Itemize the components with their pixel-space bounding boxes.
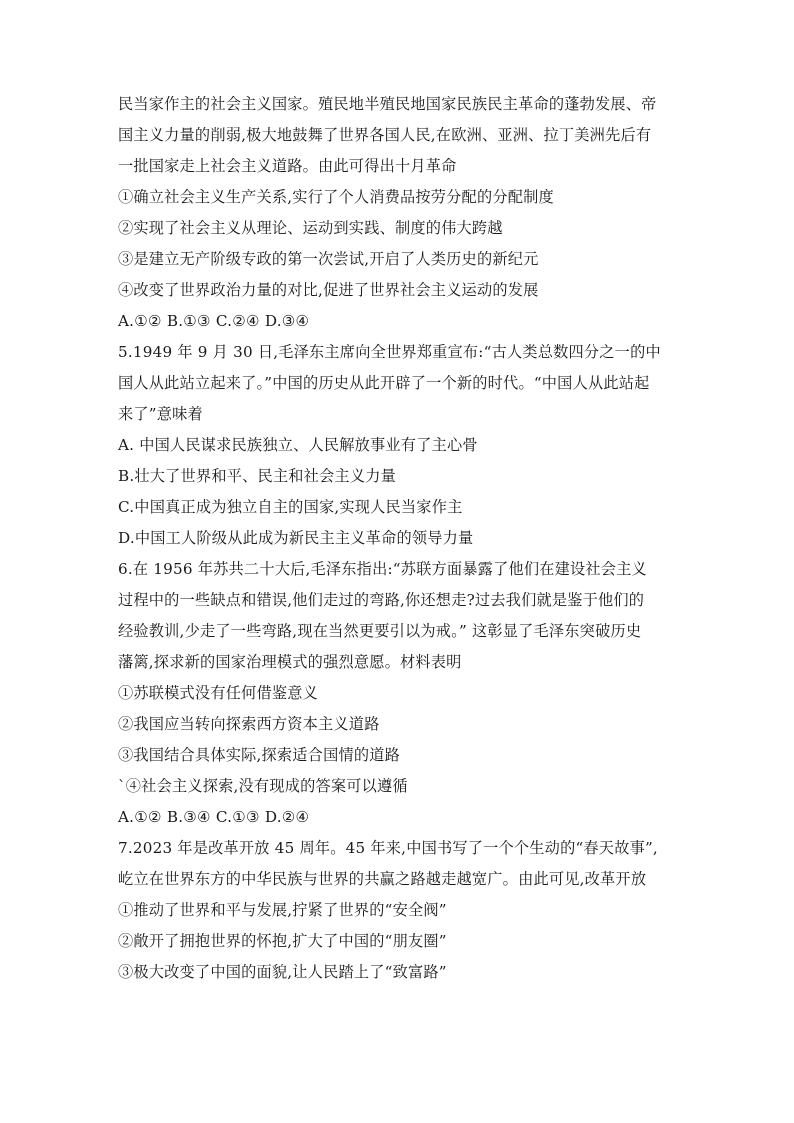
option-line: ③极大改变了中国的面貌,让人民踏上了“致富路” [118,963,447,981]
text-line: 来了”意味着 [118,405,203,423]
option-line: `④社会主义探索,没有现成的答案可以遵循 [118,777,408,795]
text-line: 屹立在世界东方的中华民族与世界的共赢之路越走越宽广。由此可见,改革开放 [118,870,647,888]
option-line: ②实现了社会主义从理论、运动到实践、制度的伟大跨越 [118,219,503,237]
option-line: ④改变了世界政治力量的对比,促进了世界社会主义运动的发展 [118,281,539,299]
option-line: ①确立社会主义生产关系,实行了个人消费品按劳分配的分配制度 [118,188,554,206]
option-line: A. 中国人民谋求民族独立、人民解放事业有了主心骨 [118,436,478,454]
option-line: D.中国工人阶级从此成为新民主主义革命的领导力量 [118,529,474,547]
answer-choices: A.①② B.③④ C.①③ D.②④ [118,808,310,826]
question-7: 7.2023 年是改革开放 45 周年。45 年来,中国书写了一个个生动的“春天故事”, [118,839,658,857]
option-line: ③是建立无产阶级专政的第一次尝试,开启了人类历史的新纪元 [118,250,539,268]
text-line: 藩篱,探求新的国家治理模式的强烈意愿。材料表明 [118,653,462,671]
option-line: ②敞开了拥抱世界的怀抱,扩大了中国的“朋友圈” [118,932,447,950]
text-line: 一批国家走上社会主义道路。由此可得出十月革命 [118,157,457,175]
option-line: B.壮大了世界和平、民主和社会主义力量 [118,467,396,485]
option-line: ③我国结合具体实际,探索适合国情的道路 [118,746,401,764]
option-line: ②我国应当转向探索西方资本主义道路 [118,715,380,733]
text-line: 经验教训,少走了一些弯路,现在当然更要引以为戒。” 这彰显了毛泽东突破历史 [118,622,642,640]
option-line: ①推动了世界和平与发展,拧紧了世界的“安全阀” [118,901,447,919]
text-line: 国人从此站立起来了。”中国的历史从此开辟了一个新的时代。“中国人从此站起 [118,374,650,392]
text-line: 过程中的一些缺点和错误,他们走过的弯路,你还想走?过去我们就是鉴于他们的 [118,591,645,609]
text-line: 民当家作主的社会主义国家。殖民地半殖民地国家民族民主革命的蓬勃发展、帝 [118,95,657,113]
option-line: ①苏联模式没有任何借鉴意义 [118,684,319,702]
question-5: 5.1949 年 9 月 30 日,毛泽东主席向全世界郑重宣布:“古人类总数四分之一的中 [118,343,661,361]
text-line: 国主义力量的削弱,极大地鼓舞了世界各国人民,在欧洲、亚洲、拉丁美洲先后有 [118,126,652,144]
option-line: C.中国真正成为独立自主的国家,实现人民当家作主 [118,498,463,516]
question-6: 6.在 1956 年苏共二十大后,毛泽东指出:“苏联方面暴露了他们在建设社会主义 [118,560,647,578]
answer-choices: A.①② B.①③ C.②④ D.③④ [118,312,310,330]
